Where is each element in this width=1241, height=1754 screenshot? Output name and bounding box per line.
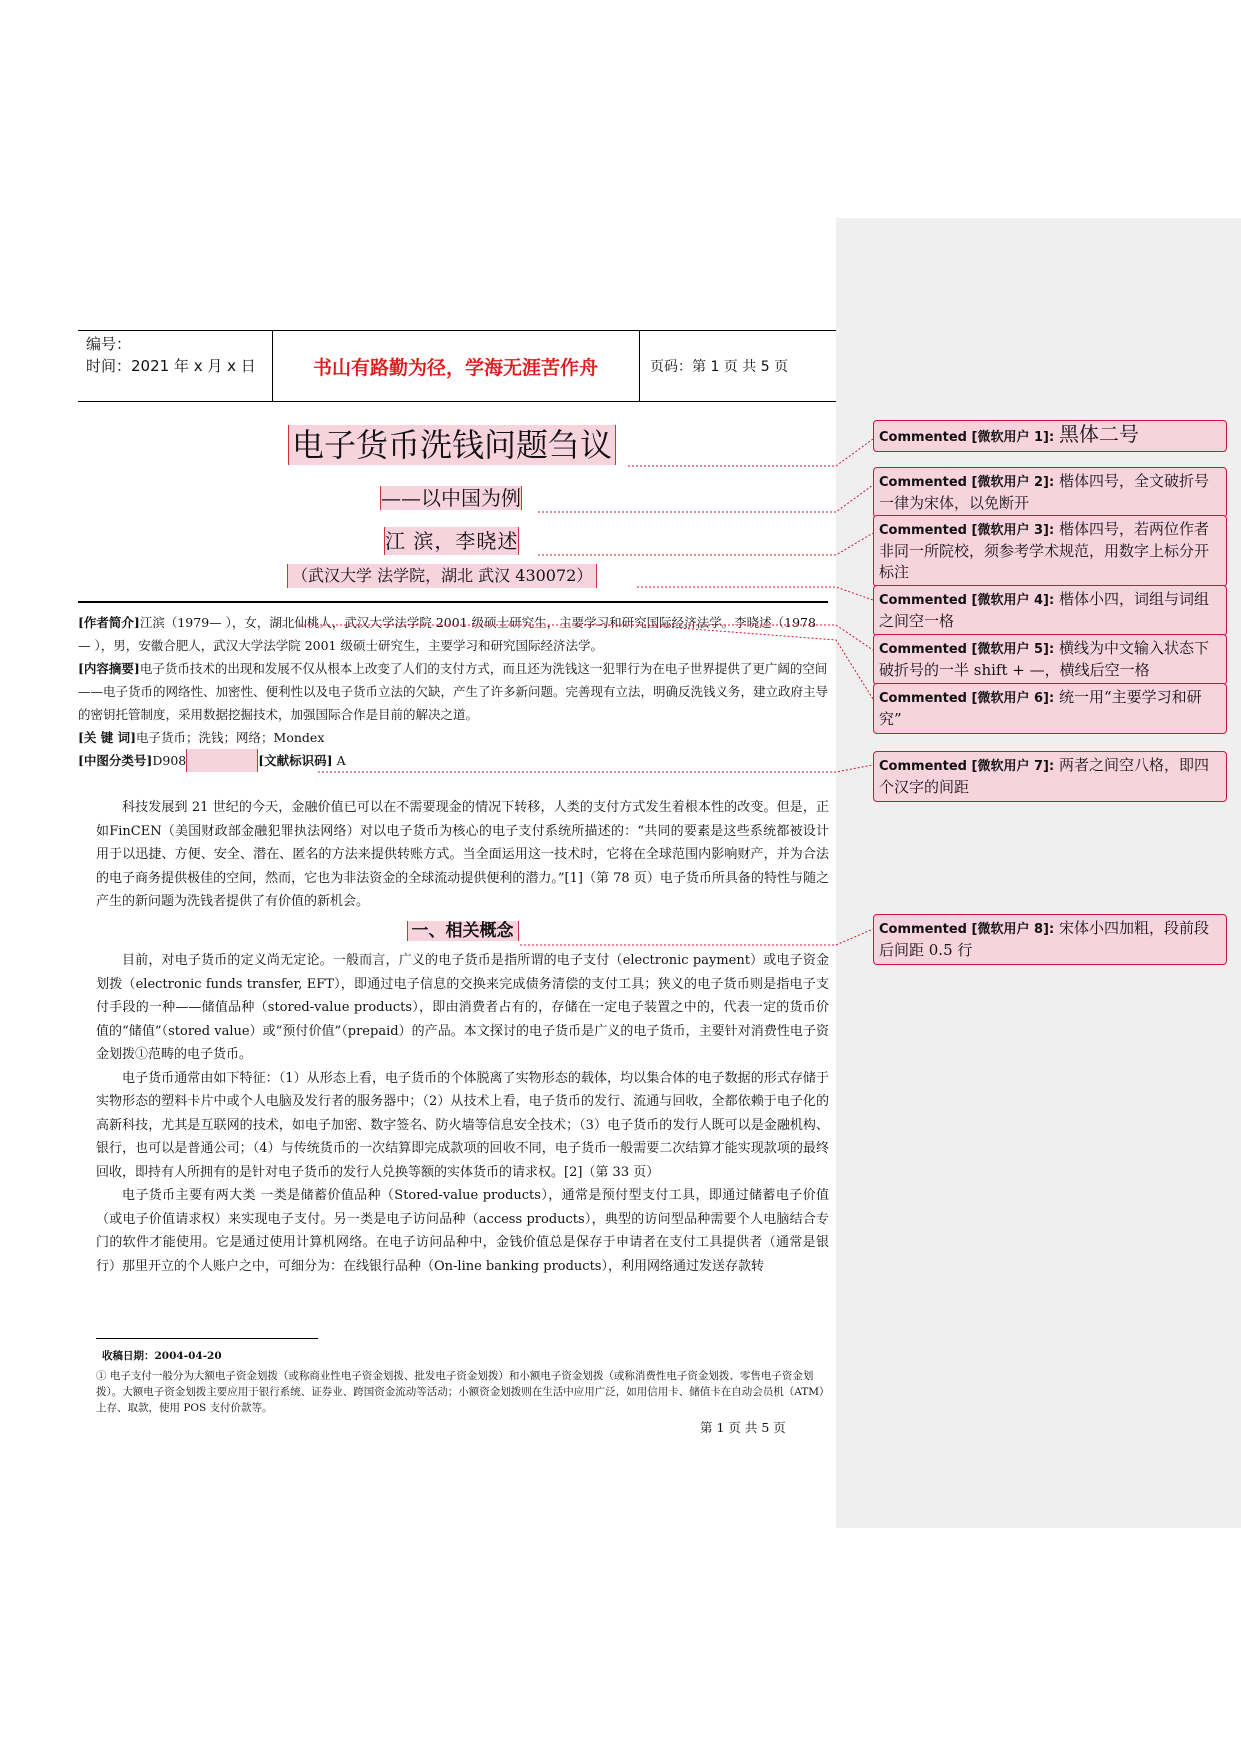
article-body [96, 796, 829, 1278]
comment-2[interactable]: Commented [微软用户 2]: 楷体四号，全文破折号一律为宋体，以免断开 [873, 467, 1227, 518]
page-number: 第 1 页 共 5 页 [700, 1420, 786, 1435]
comment-8[interactable]: Commented [微软用户 8]: 宋体小四加粗，段前段后间距 0.5 行 [873, 914, 1227, 965]
author-bio: [作者简介]江滨（1979— ），女，湖北仙桃人，武汉大学法学院 2001 级硕士研究生，主要学习和研究国际经济法学。李晓述（1978— ），男，安徽合肥人，武汉大学法学院 2001 级硕士研究生，主要学习和研究国际经济法学。 [78, 615, 816, 653]
comment-5[interactable]: Commented [微软用户 5]: 横线为中文输入状态下破折号的一半 shift + —，横线后空一格 [873, 634, 1227, 685]
footnotes [96, 1348, 829, 1416]
body-paragraph: 科技发展到 21 世纪的今天，金融价值已可以在不需要现金的情况下转移，人类的支付方式发生着根本性的改变。但是，正如FinCEN（美国财政部金融犯罪执法网络）对以电子货币为核心的电子支付系统所描述的：“共同的要素是这些系统都被设计用于以迅捷、方便、安全、潜在、匿名的方法来提供转账方式。当全面运用这一技术时，它将在全球范围内影响财产，并为合法的电子商务提供极佳的空间，然而，它也为非法资金的全球流动提供便利的潜力。”[1]（第 78 页）电子货币所具备的特性与随之产生的新问题为洗钱者提供了有价值的新机会。 [96, 800, 829, 909]
abstract-block [78, 601, 828, 772]
abstract-summary: [内容摘要]电子货币技术的出现和发展不仅从根本上改变了人们的支付方式，而且还为洗钱这一犯罪行为在电子世界提供了更广阔的空间——电子货币的网络性、加密性、便利性以及电子货币立法的欠缺，产生了许多新问题。完善现有立法，明确反洗钱义务，建立政府主导的密钥托管制度，采用数据挖掘技术，加强国际合作是目前的解决之道。 [78, 661, 829, 722]
section-heading[interactable]: 一、相关概念 [96, 920, 829, 944]
article-authors[interactable]: 江 滨，李晓述 [385, 529, 519, 553]
keywords: [关 键 词]电子货币；洗钱；网络；Mondex [78, 730, 325, 745]
comment-7[interactable]: Commented [微软用户 7]: 两者之间空八格，即四个汉字的间距 [873, 751, 1227, 802]
header-time: 时间：2021 年 x 月 x 日 [86, 357, 256, 375]
article-subtitle[interactable]: ——以中国为例 [381, 486, 521, 510]
comment-4[interactable]: Commented [微软用户 4]: 楷体小四，词组与词组之间空一格 [873, 585, 1227, 636]
header-page-code: 页码：第 1 页 共 5 页 [650, 359, 789, 375]
footnote-divider [96, 1338, 318, 1339]
header-table [78, 330, 843, 402]
article-affiliation[interactable]: （武汉大学 法学院，湖北 武汉 430072） [287, 564, 597, 588]
comment-6[interactable]: Commented [微软用户 6]: 统一用“主要学习和研究” [873, 683, 1227, 734]
footnote-1: ① 电子支付一般分为大额电子资金划拨（或称商业性电子资金划拨、批发电子资金划拨）和小额电子资金划拨（或称消费性电子资金划拨、零售电子资金划拨）。大额电子资金划拨主要应用于银行系统、证券业、跨国资金流动等活动；小额资金划拨则在生活中应用广泛，如用信用卡、储值卡在自动会员机（ATM）上存、取款，使用 POS 支付价款等。 [96, 1370, 825, 1414]
comment-margin-pane [836, 218, 1241, 1528]
article-title[interactable]: 电子货币洗钱问题刍议 [288, 425, 616, 465]
body-paragraph: 电子货币主要有两大类 一类是储蓄价值品种（Stored-value products），通常是预付型支付工具，即通过储蓄电子价值（或电子价值请求权）来实现电子支付。另一类是电子访问品种（access products），典型的访问型品种需要个人电脑结合专门的软件才能使用。它是通过使用计算机网络。在电子访问品种中，金钱价值总是保存于申请者在支付工具提供者（通常是银行）那里开立的个人账户之中，可细分为：在线银行品种（On-line banking products），利用网络通过发送存款转 [96, 1188, 829, 1274]
body-paragraph: 电子货币通常由如下特征：（1）从形态上看，电子货币的个体脱离了实物形态的载体，均以集合体的电子数据的形式存储于实物形态的塑料卡片中或个人电脑及发行者的服务器中；（2）从技术上看，电子货币的发行、流通与回收，全都依赖于电子化的高新科技，尤其是互联网的技术，如电子加密、数字签名、防火墙等信息安全技术；（3）电子货币的发行人既可以是金融机构、银行，也可以是普通公司；（4）与传统货币的一次结算即完成款项的回收不同，电子货币一般需要二次结算才能实现款项的最终回收，即持有人所拥有的是针对电子货币的发行人兑换等额的实体货币的请求权。[2]（第 33 页） [96, 1070, 829, 1180]
header-number: 编号： [86, 335, 132, 353]
classification: [中图分类号]D908 [文献标识码] A [78, 749, 828, 772]
header-motto: 书山有路勤为径，学海无涯苦作舟 [312, 357, 598, 379]
body-paragraph: 目前，对电子货币的定义尚无定论。一般而言，广义的电子货币是指所谓的电子支付（electronic payment）或电子资金划拨（electronic funds transfer, EFT），即通过电子信息的交换来完成债务清偿的支付工具；狭义的电子货币则是指电子支付手段的一种——储值品种（stored-value products），即由消费者占有的，存储在一定电子装置之中的，代表一定的货币价值的“储值”（stored value）或“预付价值”（prepaid）的产品。本文探讨的电子货币是广义的电子货币，主要针对消费性电子资金划拨①范畴的电子货币。 [96, 953, 829, 1062]
comment-3[interactable]: Commented [微软用户 3]: 楷体四号，若两位作者非同一所院校，须参考学术规范，用数字上标分开标注 [873, 515, 1227, 587]
received-date: 收稿日期：2004-04-20 [102, 1350, 222, 1362]
header-meta [86, 333, 276, 377]
comment-1[interactable]: Commented [微软用户 1]: 黑体二号 [873, 420, 1227, 452]
